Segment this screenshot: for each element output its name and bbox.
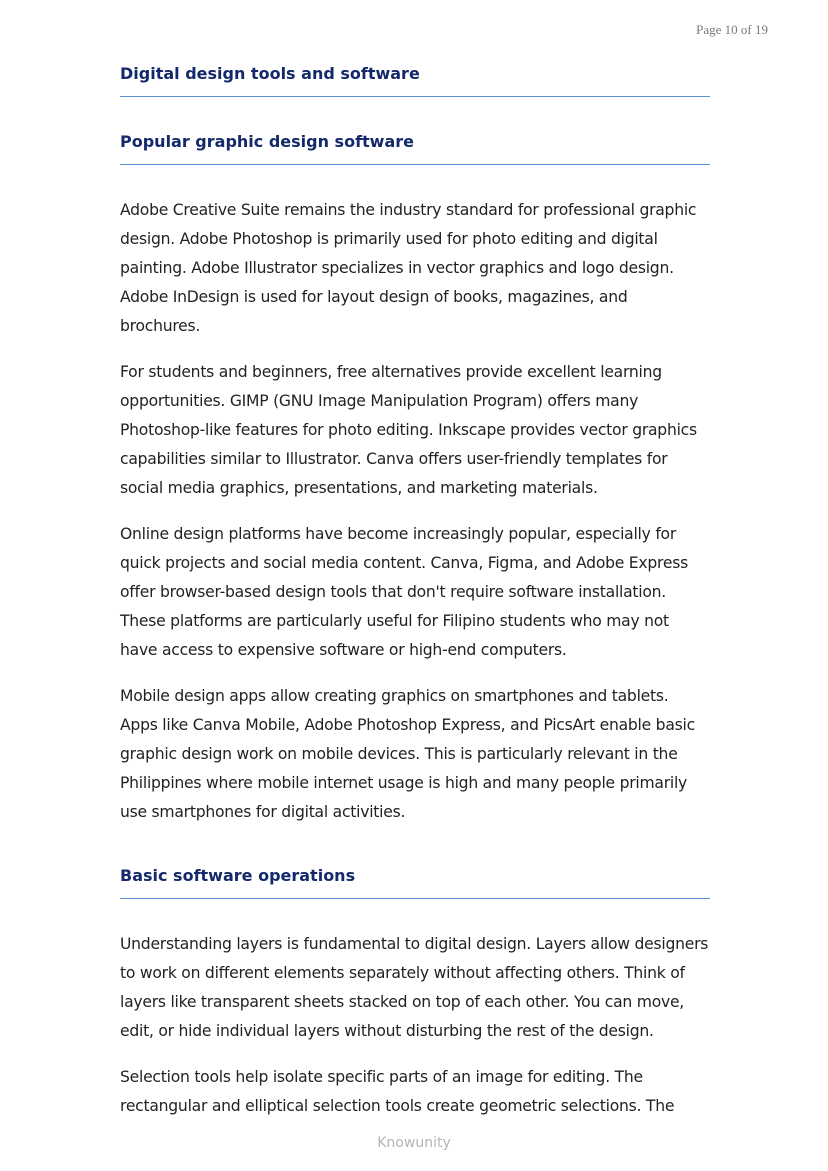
paragraph-adobe-suite: Adobe Creative Suite remains the industry standard for professional graphic design. Adobe Photoshop is primarily used for photo editing and digital painting. Adobe Illustrator specializes in vector graphics and logo design. Adobe InDesign is used for layout design of books, magazines, and brochures. (120, 201, 697, 335)
paragraph-free-alternatives: For students and beginners, free alternatives provide excellent learning opportunities. GIMP (GNU Image Manipulation Program) offers many Photoshop-like features for photo editing. Inkscape provides vector graphics capabilities similar to Illustrator. Canva offers user-friendly templates for social media graphics, presentations, and marketing materials. (120, 363, 697, 497)
section-heading-basic-operations: Basic software operations (120, 864, 710, 899)
paragraph-mobile-apps: Mobile design apps allow creating graphics on smartphones and tablets. Apps like Canva Mobile, Adobe Photoshop Express, and PicsArt enable basic graphic design work on mobile devices. This is particularly relevant in the Philippines where mobile internet usage is high and many people primarily use smartphones for digital activities. (120, 687, 695, 821)
footer-brand: Knowunity (377, 1135, 451, 1151)
paragraph-layers: Understanding layers is fundamental to digital design. Layers allow designers to work on different elements separately without affecting others. Think of layers like transparent sheets stacked on top of each other. You can move, edit, or hide individual layers without disturbing the rest of the design. (120, 935, 709, 1040)
section-heading-digital-design-tools: Digital design tools and software (120, 62, 710, 97)
page-number: Page 10 of 19 (696, 22, 768, 37)
paragraph-selection-tools: Selection tools help isolate specific parts of an image for editing. The rectangular and elliptical selection tools create geometric selections. The (120, 1068, 675, 1115)
document-body (120, 62, 710, 1138)
section-heading-popular-software: Popular graphic design software (120, 130, 710, 165)
paragraph-online-platforms: Online design platforms have become increasingly popular, especially for quick projects and social media content. Canva, Figma, and Adobe Express offer browser-based design tools that don't require software installation. These platforms are particularly useful for Filipino students who may not have access to expensive software or high-end computers. (120, 525, 688, 659)
